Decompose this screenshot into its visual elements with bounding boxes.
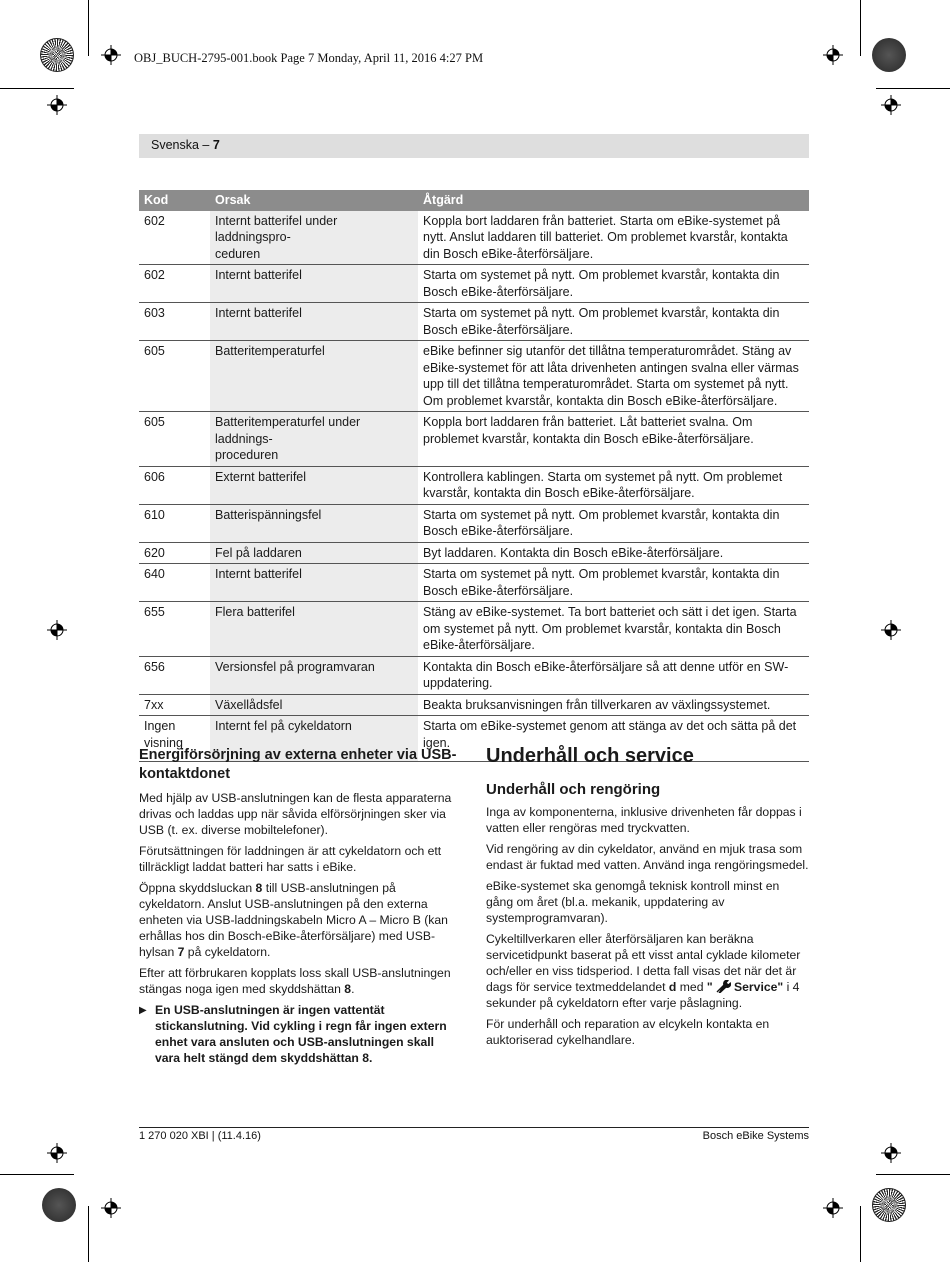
- cell-action: Starta om eBike-systemet genom att stänga av det och sätta på det igen.: [418, 716, 809, 762]
- cell-code: 602: [139, 211, 210, 265]
- cell-code: 603: [139, 303, 210, 341]
- right-column: [486, 744, 809, 1053]
- table-row: [139, 466, 809, 504]
- registration-mark-icon: [47, 1143, 67, 1163]
- usb-warning-bullet: [139, 1002, 461, 1066]
- table-header-row: [139, 190, 809, 211]
- table-row: [139, 564, 809, 602]
- page-header-separator: –: [198, 138, 213, 152]
- table-row: [139, 211, 809, 265]
- bullet-triangle-icon: ▶: [139, 1005, 147, 1016]
- header-cause: Orsak: [210, 190, 418, 211]
- usb-warning-text: En USB-anslutningen är ingen vattentät stickanslutning. Vid cykling i regn får ingen extern enhet vara ansluten och USB-anslutningen skall vara helt stängd dem skyddshättan 8.: [155, 1003, 447, 1065]
- cell-action: Starta om systemet på nytt. Om problemet kvarstår, kontakta din Bosch eBike-återförsäljare.: [418, 564, 809, 602]
- service-paragraph-5: För underhåll och reparation av elcykeln kontakta en auktoriserad cykelhandlare.: [486, 1017, 770, 1047]
- cell-cause: Versionsfel på programvaran: [210, 656, 418, 694]
- cell-code: 605: [139, 412, 210, 467]
- service-p4-ref-d: d: [668, 980, 677, 994]
- page-language: Svenska: [151, 138, 199, 152]
- cell-code: Ingen visning: [139, 716, 210, 762]
- service-p4-c: med: [676, 980, 707, 994]
- print-rosette-bottom-left: [42, 1188, 76, 1222]
- cell-cause: Internt batterifel: [210, 303, 418, 341]
- registration-mark-icon: [823, 1198, 843, 1218]
- usb-paragraph-1: Med hjälp av USB-anslutningen kan de flesta apparaterna drivas och laddas upp när såvida elförsörjningen sker via USB (t. ex. diverse mobiltelefoner).: [139, 791, 452, 837]
- cell-code: 656: [139, 656, 210, 694]
- cell-code: 620: [139, 542, 210, 564]
- usb-p4-c: .: [351, 982, 355, 996]
- cell-action: Kontakta din Bosch eBike-återförsäljare så att denne utför en SW-uppdatering.: [418, 656, 809, 694]
- cell-action: Stäng av eBike-systemet. Ta bort batteriet och sätt i det igen. Starta om systemet på nytt. Om problemet kvarstår, kontakta din Bosch eBike-återförsäljare.: [418, 602, 809, 657]
- cell-cause: Batterispänningsfel: [210, 504, 418, 542]
- table-row: [139, 303, 809, 341]
- cell-code: 640: [139, 564, 210, 602]
- registration-mark-icon: [881, 1143, 901, 1163]
- usb-p4-ref-8: 8: [344, 982, 352, 996]
- usb-paragraph-4: [139, 965, 461, 997]
- table-row: [139, 412, 809, 467]
- table-row: [139, 542, 809, 564]
- usb-p3-c: till USB-anslutningen på cykeldatorn. Anslut USB-anslutningen på den externa enheten via USB-laddningskabeln Micro A – Micro B (kan erhållas hos din Bosch-eBike-återförsäljare) med USB-hylsan: [139, 881, 448, 959]
- service-p4-a: Cykeltillverkaren eller återförsäljaren kan beräkna servicetidpunkt baserat på ett visst antal cyklade kilometer och/eller en viss tidsperiod. I detta fall visas det när det är dags för service textmeddelandet: [486, 932, 801, 994]
- header-code: Kod: [139, 190, 210, 211]
- usb-p4-a: Efter att förbrukaren kopplats loss skall USB-anslutningen stängas noga igen med skyddshättan: [139, 966, 451, 996]
- cell-action: Kontrollera kablingen. Starta om systemet på nytt. Om problemet kvarstår, kontakta din Bosch eBike-återförsäljare.: [418, 466, 809, 504]
- print-rosette-top-left: [40, 38, 74, 72]
- cell-action: Starta om systemet på nytt. Om problemet kvarstår, kontakta din Bosch eBike-återförsäljare.: [418, 504, 809, 542]
- usb-section-heading: Energiförsörjning av externa enheter via USB-kontaktdonet: [139, 747, 457, 782]
- usb-p3-a: Öppna skyddsluckan: [139, 881, 256, 895]
- registration-mark-icon: [101, 45, 121, 65]
- registration-mark-icon: [881, 95, 901, 115]
- cell-cause: Flera batterifel: [210, 602, 418, 657]
- cell-cause: Internt fel på cykeldatorn: [210, 716, 418, 762]
- cleaning-subheading: Underhåll och rengöring: [486, 781, 661, 798]
- table-row: [139, 602, 809, 657]
- cell-cause: Batteritemperaturfel under laddnings- proceduren: [210, 412, 418, 467]
- cell-code: 606: [139, 466, 210, 504]
- cell-cause: Fel på laddaren: [210, 542, 418, 564]
- table-row: [139, 341, 809, 412]
- cell-action: Byt laddaren. Kontakta din Bosch eBike-återförsäljare.: [418, 542, 809, 564]
- usb-p3-e: på cykeldatorn.: [184, 945, 271, 959]
- service-paragraph-1: Inga av komponenterna, inklusive drivenheten får doppas i vatten eller rengöras med tryckvatten.: [486, 805, 802, 835]
- cell-action: Koppla bort laddaren från batteriet. Starta om eBike-systemet på nytt. Anslut laddaren till batteriet. Om problemet kvarstår, kontakta din Bosch eBike-återförsäljare.: [418, 211, 809, 265]
- page-header-text: [151, 138, 220, 152]
- cell-action: Koppla bort laddaren från batteriet. Låt batteriet svalna. Om problemet kvarstår, kontakta din Bosch eBike-återförsäljare.: [418, 412, 809, 467]
- cell-code: 7xx: [139, 694, 210, 716]
- left-column: [139, 746, 461, 1066]
- cell-cause: Batteritemperaturfel: [210, 341, 418, 412]
- table-row: [139, 504, 809, 542]
- service-paragraph-2: Vid rengöring av din cykeldator, använd en mjuk trasa som endast är fuktad med vatten. Använd inga rengöringsmedel.: [486, 842, 809, 872]
- table-row: [139, 656, 809, 694]
- footer-left: 1 270 020 XBI | (11.4.16): [139, 1130, 261, 1142]
- registration-mark-icon: [47, 95, 67, 115]
- usb-p3-ref-8: 8: [255, 881, 263, 895]
- cell-action: Beakta bruksanvisningen från tillverkaren av växlingssystemet.: [418, 694, 809, 716]
- table-row: [139, 694, 809, 716]
- cell-action: Starta om systemet på nytt. Om problemet kvarstår, kontakta din Bosch eBike-återförsäljare.: [418, 303, 809, 341]
- page-header: [139, 134, 809, 158]
- cell-code: 655: [139, 602, 210, 657]
- book-info-line: OBJ_BUCH-2795-001.book Page 7 Monday, April 11, 2016 4:27 PM: [134, 51, 484, 65]
- service-section-heading: Underhåll och service: [486, 745, 694, 767]
- service-paragraph-3: eBike-systemet ska genomgå teknisk kontroll minst en gång om året (bl.a. mekanik, uppdatering av systemprogramvaran).: [486, 879, 780, 925]
- print-rosette-bottom-right: [872, 1188, 906, 1222]
- print-rosette-top-right: [872, 38, 906, 72]
- error-code-table: [139, 190, 809, 762]
- registration-mark-icon: [823, 45, 843, 65]
- cell-cause: Externt batterifel: [210, 466, 418, 504]
- cell-code: 605: [139, 341, 210, 412]
- page-number: 7: [212, 138, 220, 152]
- registration-mark-icon: [881, 620, 901, 640]
- cell-action: eBike befinner sig utanför det tillåtna temperaturområdet. Stäng av eBike-systemet för att låta drivenheten antingen svalna eller värmas upp till det tillåtna temperaturområdet. Starta om systemet på nytt. Om problemet kvarstår, kontakta din Bosch eBike-återförsäljare.: [418, 341, 809, 412]
- usb-paragraph-3: [139, 880, 461, 960]
- cell-code: 602: [139, 265, 210, 303]
- footer-rule: [139, 1127, 809, 1128]
- registration-mark-icon: [47, 620, 67, 640]
- registration-mark-icon: [101, 1198, 121, 1218]
- cell-cause: Internt batterifel: [210, 265, 418, 303]
- service-p4-service-label: Service": [730, 980, 784, 994]
- service-p4-quote: ": [706, 980, 713, 994]
- cell-cause: Växellådsfel: [210, 694, 418, 716]
- service-p4-f: i 4 sekunder på cykeldatorn efter varje påslagning.: [486, 980, 800, 1010]
- table-row: [139, 265, 809, 303]
- header-action: Åtgärd: [418, 190, 809, 211]
- cell-cause: Internt batterifel: [210, 564, 418, 602]
- footer-right: Bosch eBike Systems: [702, 1130, 809, 1142]
- service-paragraph-4: [486, 931, 809, 1011]
- error-code-table-body: [139, 211, 809, 762]
- usb-p3-ref-7: 7: [177, 945, 185, 959]
- usb-paragraph-2: Förutsättningen för laddningen är att cykeldatorn och ett tillräckligt laddat batteri har satts i eBike.: [139, 844, 442, 874]
- cell-cause: Internt batterifel under laddningspro- ceduren: [210, 211, 418, 265]
- cell-action: Starta om systemet på nytt. Om problemet kvarstår, kontakta din Bosch eBike-återförsäljare.: [418, 265, 809, 303]
- wrench-icon: [715, 980, 731, 993]
- cell-code: 610: [139, 504, 210, 542]
